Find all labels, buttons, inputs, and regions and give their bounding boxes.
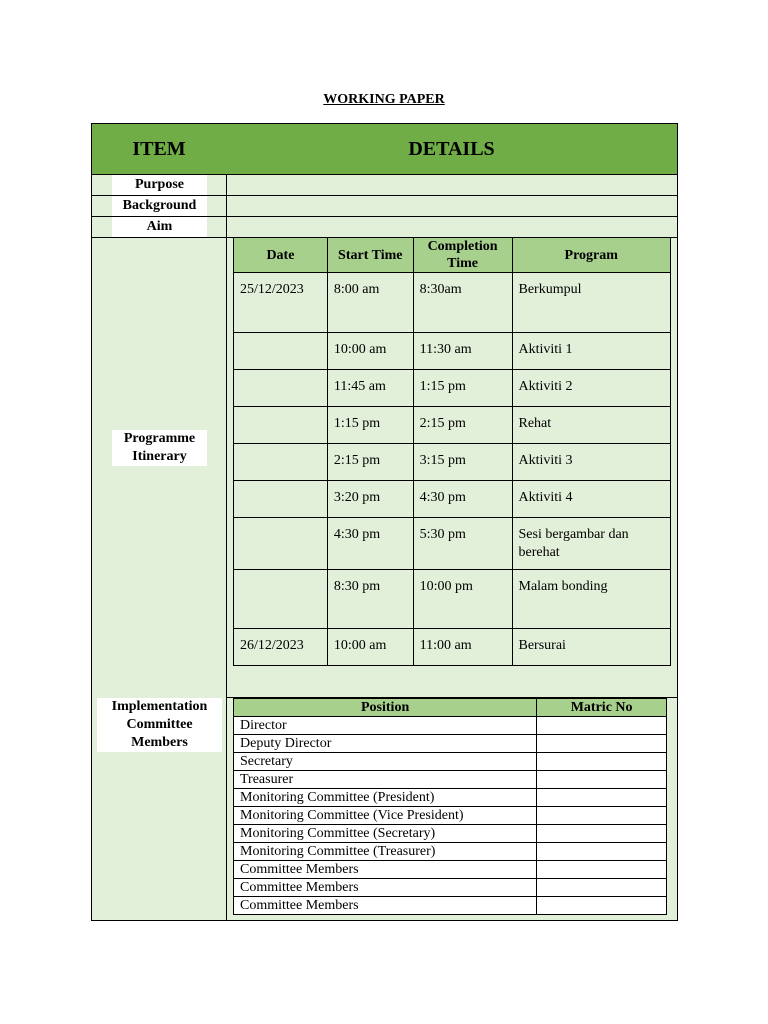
document-title: WORKING PAPER — [323, 92, 445, 107]
completion-time-cell: 1:15 pm — [413, 370, 512, 407]
position-cell: Monitoring Committee (Treasurer) — [234, 843, 537, 861]
start-time-cell: 2:15 pm — [327, 444, 413, 481]
date-cell: 25/12/2023 — [234, 273, 328, 333]
start-time-cell: 8:30 pm — [327, 570, 413, 629]
program-header: Program — [512, 238, 671, 273]
start-time-cell: 10:00 am — [327, 629, 413, 666]
completion-time-cell: 5:30 pm — [413, 518, 512, 570]
completion-time-header: Completion Time — [413, 238, 512, 273]
position-cell: Committee Members — [234, 879, 537, 897]
start-time-cell: 4:30 pm — [327, 518, 413, 570]
matric-no-cell — [537, 807, 667, 825]
matric-no-cell — [537, 717, 667, 735]
position-cell: Monitoring Committee (Vice President) — [234, 807, 537, 825]
start-time-cell: 3:20 pm — [327, 481, 413, 518]
date-cell — [234, 370, 328, 407]
item-column-header: ITEM — [132, 138, 186, 160]
table-row — [234, 333, 671, 370]
table-row — [234, 407, 671, 444]
table-row — [234, 825, 667, 843]
start-time-cell: 11:45 am — [327, 370, 413, 407]
program-cell: Aktiviti 4 — [512, 481, 671, 518]
program-cell: Aktiviti 3 — [512, 444, 671, 481]
table-row — [234, 570, 671, 629]
matric-no-cell — [537, 897, 667, 915]
start-time-cell: 10:00 am — [327, 333, 413, 370]
table-row — [234, 273, 671, 333]
working-paper-table — [91, 123, 678, 921]
position-cell: Committee Members — [234, 897, 537, 915]
date-cell — [234, 444, 328, 481]
position-cell: Director — [234, 717, 537, 735]
completion-time-cell: 10:00 pm — [413, 570, 512, 629]
itinerary-header-row — [234, 238, 671, 273]
date-cell: 26/12/2023 — [234, 629, 328, 666]
itinerary-table — [233, 237, 671, 666]
table-row — [234, 481, 671, 518]
table-row — [234, 753, 667, 771]
matric-no-cell — [537, 735, 667, 753]
programme-itinerary-label: Programme Itinerary — [112, 430, 207, 466]
table-row — [234, 771, 667, 789]
aim-label: Aim — [112, 217, 207, 237]
date-cell — [234, 570, 328, 629]
position-cell: Monitoring Committee (President) — [234, 789, 537, 807]
start-time-cell: 1:15 pm — [327, 407, 413, 444]
start-time-cell: 8:00 am — [327, 273, 413, 333]
committee-table — [233, 698, 667, 915]
table-row — [234, 789, 667, 807]
position-header: Position — [234, 699, 537, 717]
matric-no-cell — [537, 843, 667, 861]
date-header: Date — [234, 238, 328, 273]
table-row — [234, 807, 667, 825]
program-cell: Sesi bergambar dan berehat — [512, 518, 671, 570]
table-row — [234, 879, 667, 897]
program-cell: Bersurai — [512, 629, 671, 666]
program-cell: Malam bonding — [512, 570, 671, 629]
table-header — [92, 124, 677, 175]
completion-time-cell: 2:15 pm — [413, 407, 512, 444]
date-cell — [234, 481, 328, 518]
position-cell: Monitoring Committee (Secretary) — [234, 825, 537, 843]
matric-no-cell — [537, 753, 667, 771]
implementation-committee-label: Implementation Committee Members — [97, 698, 222, 752]
matric-no-cell — [537, 771, 667, 789]
position-cell: Deputy Director — [234, 735, 537, 753]
purpose-label: Purpose — [112, 175, 207, 195]
position-cell: Treasurer — [234, 771, 537, 789]
table-row — [234, 518, 671, 570]
position-cell: Committee Members — [234, 861, 537, 879]
details-column-header: DETAILS — [408, 138, 495, 160]
table-row — [234, 629, 671, 666]
completion-time-cell: 8:30am — [413, 273, 512, 333]
matric-no-cell — [537, 861, 667, 879]
start-time-header: Start Time — [327, 238, 413, 273]
column-divider — [226, 174, 227, 920]
program-cell: Rehat — [512, 407, 671, 444]
matric-no-cell — [537, 789, 667, 807]
matric-no-cell — [537, 825, 667, 843]
date-cell — [234, 518, 328, 570]
program-cell: Aktiviti 1 — [512, 333, 671, 370]
date-cell — [234, 333, 328, 370]
completion-time-cell: 4:30 pm — [413, 481, 512, 518]
table-row — [234, 897, 667, 915]
completion-time-cell: 11:30 am — [413, 333, 512, 370]
table-row — [234, 735, 667, 753]
committee-header-row — [234, 699, 667, 717]
table-row — [234, 717, 667, 735]
background-label: Background — [112, 196, 207, 216]
table-row — [234, 444, 671, 481]
date-cell — [234, 407, 328, 444]
matric-no-cell — [537, 879, 667, 897]
program-cell: Berkumpul — [512, 273, 671, 333]
program-cell: Aktiviti 2 — [512, 370, 671, 407]
completion-time-cell: 11:00 am — [413, 629, 512, 666]
position-cell: Secretary — [234, 753, 537, 771]
matric-no-header: Matric No — [537, 699, 667, 717]
completion-time-cell: 3:15 pm — [413, 444, 512, 481]
table-row — [234, 370, 671, 407]
table-row — [234, 843, 667, 861]
table-row — [234, 861, 667, 879]
